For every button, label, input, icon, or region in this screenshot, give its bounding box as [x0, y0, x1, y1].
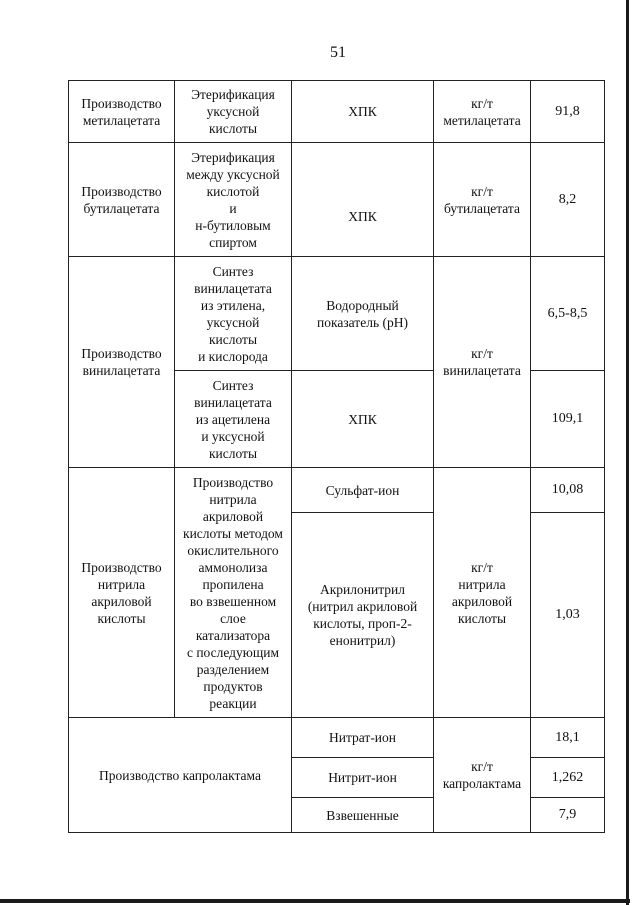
indicator-cell: Акрилонитрил (нитрил акриловой кислоты, проп-2- енонитрил) [292, 513, 434, 718]
value-cell: 7,9 [531, 798, 605, 833]
process-cell: Производство винилацетата [69, 257, 175, 468]
indicator-cell: Нитрат-ион [292, 718, 434, 758]
technology-cell: Синтез винилацетата из этилена, уксусной кислоты и кислорода [175, 257, 292, 371]
process-cell: Производство метилацетата [69, 81, 175, 143]
value-cell: 109,1 [531, 371, 605, 468]
table-row-caprolactam-1 [69, 718, 605, 758]
process-cell: Производство нитрила акриловой кислоты [69, 468, 175, 718]
technology-cell: Этерификация уксусной кислоты [175, 81, 292, 143]
table-row-methyl-acetate [69, 81, 605, 143]
value-cell: 1,03 [531, 513, 605, 718]
technology-cell: Производство нитрила акриловой кислоты методом окислительного аммонолиза пропилена во взвешенном слое катализатора с последующим разделением продуктов реакции [175, 468, 292, 718]
value-cell: 1,262 [531, 758, 605, 798]
table-row-butyl-acetate [69, 143, 605, 257]
unit-cell: кг/т бутилацетата [434, 143, 531, 257]
indicator-cell: ХПК [292, 143, 434, 257]
indicator-cell: Нитрит-ион [292, 758, 434, 798]
indicator-cell: Сульфат-ион [292, 468, 434, 513]
value-cell: 6,5-8,5 [531, 257, 605, 371]
value-cell: 10,08 [531, 468, 605, 513]
indicator-cell: ХПК [292, 371, 434, 468]
value-cell: 8,2 [531, 143, 605, 257]
indicator-cell: Взвешенные [292, 798, 434, 833]
unit-cell: кг/т винилацетата [434, 257, 531, 468]
process-cell: Производство бутилацетата [69, 143, 175, 257]
page-number: 51 [330, 44, 346, 61]
unit-cell: кг/т капролактама [434, 718, 531, 833]
indicator-cell: Водородный показатель (pH) [292, 257, 434, 371]
table-row-vinyl-acetate-1 [69, 257, 605, 371]
emissions-table [68, 80, 605, 833]
indicator-cell: ХПК [292, 81, 434, 143]
page-frame-bottom-border [0, 899, 630, 903]
technology-cell: Этерификация между уксусной кислотой и н-бутиловым спиртом [175, 143, 292, 257]
unit-cell: кг/т нитрила акриловой кислоты [434, 468, 531, 718]
table-row-acrylonitrile-1 [69, 468, 605, 513]
value-cell: 18,1 [531, 718, 605, 758]
page-frame-right-border [626, 0, 629, 905]
process-cell: Производство капролактама [69, 718, 292, 833]
technology-cell: Синтез винилацетата из ацетилена и уксусной кислоты [175, 371, 292, 468]
value-cell: 91,8 [531, 81, 605, 143]
unit-cell: кг/т метилацетата [434, 81, 531, 143]
